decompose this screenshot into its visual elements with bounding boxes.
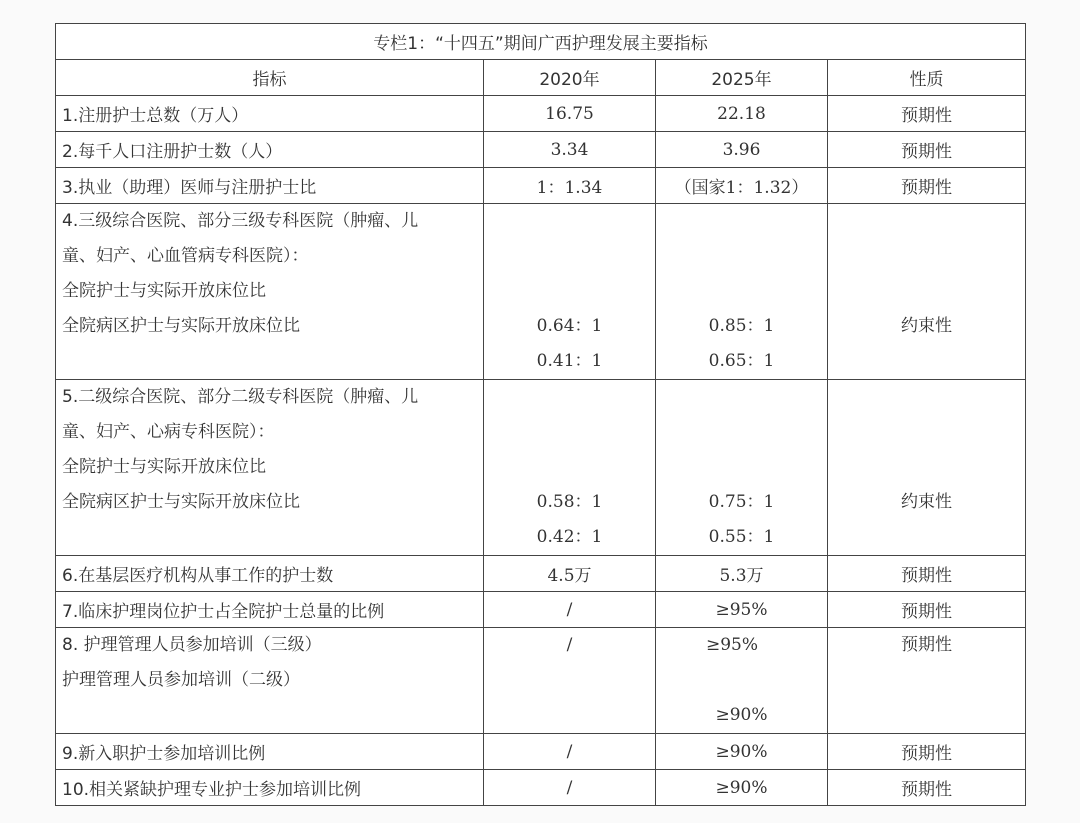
value-2020-cell: /: [484, 592, 656, 628]
indicator-line: 童、妇产、心病专科医院）：: [62, 422, 275, 442]
value-2025-cell: [656, 204, 828, 380]
indicator-line: 全院护士与实际开放床位比: [62, 281, 266, 301]
table-row: [56, 734, 1026, 770]
value-2020-cell: 1：1.34: [484, 168, 656, 204]
indicator-cell: [56, 628, 484, 734]
value-2025-cell: 3.96: [656, 132, 828, 168]
value-2025-cell: ≥90%: [656, 770, 828, 806]
value-2025-cell: ≥90%: [656, 734, 828, 770]
nature-value: 约束性: [901, 316, 952, 336]
value-2025-cell: [656, 380, 828, 556]
value-line: 0.42：1: [536, 527, 603, 547]
value-line: 0.55：1: [708, 527, 775, 547]
value-2020-cell: 3.34: [484, 132, 656, 168]
table-row: [56, 204, 1026, 380]
nature-cell: 预期性: [828, 96, 1026, 132]
table-row: [56, 168, 1026, 204]
indicator-cell: [56, 204, 484, 380]
header-2020: 2020年: [484, 60, 656, 96]
value-2020-cell: /: [484, 734, 656, 770]
indicator-line: 全院病区护士与实际开放床位比: [62, 316, 300, 336]
value-line: ≥90%: [715, 705, 768, 725]
value-line: ≥95%: [706, 635, 759, 655]
value-2020-cell: [484, 380, 656, 556]
value-2020-cell: [484, 628, 656, 734]
caption-row: [56, 24, 1026, 60]
table-row: [56, 592, 1026, 628]
indicator-cell: 1.注册护士总数（万人）: [56, 96, 484, 132]
nature-cell: 预期性: [828, 168, 1026, 204]
table-row: [56, 380, 1026, 556]
value-2020-cell: /: [484, 770, 656, 806]
indicator-line: 8. 护理管理人员参加培训（三级）: [62, 635, 322, 655]
indicator-line: 4.三级综合医院、部分三级专科医院（肿瘤、儿: [62, 211, 419, 231]
nature-value: 预期性: [901, 635, 952, 655]
indicator-cell: 6.在基层医疗机构从事工作的护士数: [56, 556, 484, 592]
table-row: [56, 770, 1026, 806]
nature-cell: 预期性: [828, 132, 1026, 168]
indicator-cell: 10.相关紧缺护理专业护士参加培训比例: [56, 770, 484, 806]
indicator-table: [55, 23, 1026, 806]
value-line: 0.65：1: [708, 351, 775, 371]
indicator-line: 全院护士与实际开放床位比: [62, 457, 266, 477]
table-row: [56, 96, 1026, 132]
value-line: 0.75：1: [708, 492, 775, 512]
nature-cell: 预期性: [828, 734, 1026, 770]
table-row: [56, 132, 1026, 168]
value-2025-cell: [656, 628, 828, 734]
nature-cell: 预期性: [828, 556, 1026, 592]
value-2025-cell: （国家1：1.32）: [656, 168, 828, 204]
value-2025-cell: 22.18: [656, 96, 828, 132]
nature-cell: [828, 628, 1026, 734]
value-2025-cell: 5.3万: [656, 556, 828, 592]
nature-cell: 预期性: [828, 592, 1026, 628]
value-2020-cell: 4.5万: [484, 556, 656, 592]
header-row: [56, 60, 1026, 96]
nature-cell: 预期性: [828, 770, 1026, 806]
header-indicator: 指标: [56, 60, 484, 96]
indicator-line: 童、妇产、心血管病专科医院）：: [62, 246, 309, 266]
value-line: 0.58：1: [536, 492, 603, 512]
header-nature: 性质: [828, 60, 1026, 96]
indicator-cell: 2.每千人口注册护士数（人）: [56, 132, 484, 168]
value-line: /: [566, 635, 573, 655]
nature-cell: [828, 380, 1026, 556]
indicator-cell: 7.临床护理岗位护士占全院护士总量的比例: [56, 592, 484, 628]
value-2020-cell: [484, 204, 656, 380]
indicator-cell: [56, 380, 484, 556]
indicator-line: 全院病区护士与实际开放床位比: [62, 492, 300, 512]
value-2020-cell: 16.75: [484, 96, 656, 132]
value-line: 0.64：1: [536, 316, 603, 336]
table-row: [56, 628, 1026, 734]
value-line: 0.85：1: [708, 316, 775, 336]
header-2025: 2025年: [656, 60, 828, 96]
nature-cell: [828, 204, 1026, 380]
indicator-cell: 9.新入职护士参加培训比例: [56, 734, 484, 770]
indicator-line: 5.二级综合医院、部分二级专科医院（肿瘤、儿: [62, 387, 419, 407]
indicator-cell: 3.执业（助理）医师与注册护士比: [56, 168, 484, 204]
indicator-line: 护理管理人员参加培训（二级）: [62, 670, 300, 690]
table-row: [56, 556, 1026, 592]
table-caption: 专栏1：“十四五”期间广西护理发展主要指标: [56, 24, 1026, 60]
nature-value: 约束性: [901, 492, 952, 512]
value-line: 0.41：1: [536, 351, 603, 371]
value-2025-cell: ≥95%: [656, 592, 828, 628]
